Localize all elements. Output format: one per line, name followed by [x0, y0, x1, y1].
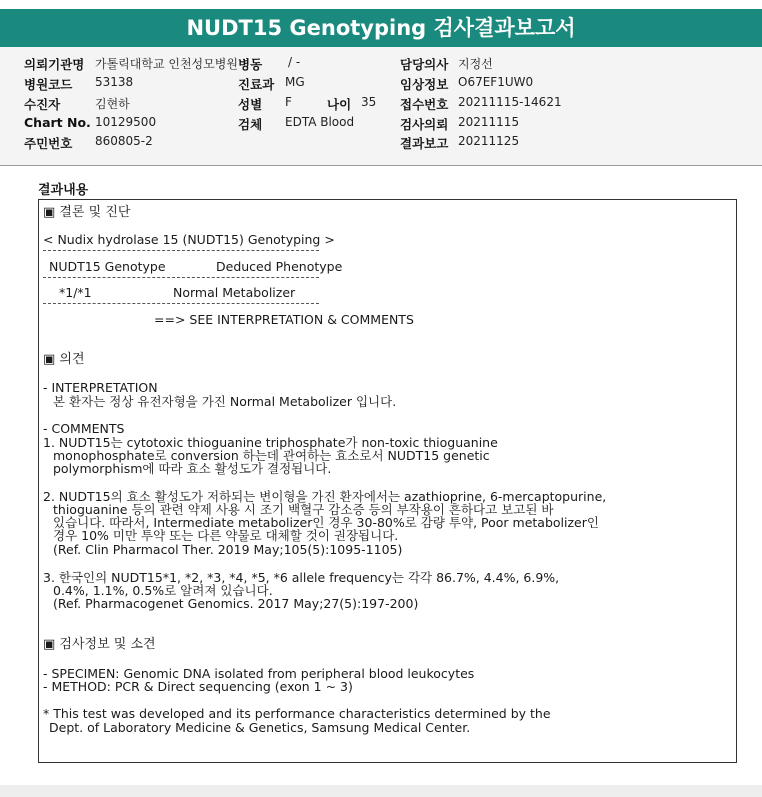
- comment-2-ref: (Ref. Clin Pharmacol Ther. 2019 May;105(5):1095-1105): [53, 542, 403, 557]
- sex-label: 성별: [238, 97, 263, 112]
- col-genotype-header: NUDT15 Genotype: [49, 259, 166, 274]
- physician-value: 지정선: [458, 57, 493, 71]
- dept-label: 진료과: [238, 77, 275, 92]
- method-line: - METHOD: PCR & Direct sequencing (exon 1 ~ 3): [43, 679, 353, 694]
- dept-value: MG: [285, 75, 305, 89]
- see-interpretation: ==> SEE INTERPRETATION & COMMENTS: [154, 312, 414, 327]
- gene-title: < Nudix hydrolase 15 (NUDT15) Genotyping >: [43, 232, 335, 247]
- genotype-value: *1/*1: [59, 285, 92, 300]
- comment-3-line: 0.4%, 1.1%, 0.5%로 알려져 있습니다.: [53, 583, 273, 598]
- page-footer: [0, 785, 762, 797]
- specimen-value: EDTA Blood: [285, 115, 355, 129]
- clinical-label: 임상정보: [400, 77, 449, 92]
- comment-3-ref: (Ref. Pharmacogenet Genomics. 2017 May;27(5):197-200): [53, 596, 419, 611]
- physician-label: 담당의사: [400, 57, 449, 72]
- receipt-label: 접수번호: [400, 97, 449, 112]
- divider: [43, 277, 319, 278]
- report-value: 20211125: [458, 134, 520, 148]
- report-title: NUDT15 Genotyping 검사결과보고서: [0, 9, 762, 47]
- ward-value: / -: [288, 55, 301, 69]
- divider: [43, 303, 319, 304]
- result-section-title: 결과내용: [38, 183, 89, 198]
- comment-2-line: 경우 10% 미만 투약 또는 다른 약물로 대체할 것이 권장됩니다.: [53, 528, 399, 543]
- opinion-heading: ▣ 의견: [43, 352, 85, 367]
- institution-label: 의뢰기관명: [24, 57, 85, 72]
- comment-1-line: 1. NUDT15는 cytotoxic thioguanine triphosphate가 non-toxic thioguanine: [43, 435, 498, 450]
- ward-label: 병동: [238, 57, 263, 72]
- patient-info-header: [0, 47, 762, 166]
- comment-3-line: 3. 한국인의 NUDT15*1, *2, *3, *4, *5, *6 allele frequency는 각각 86.7%, 4.4%, 6.9%,: [43, 570, 560, 585]
- chart-no-label: Chart No.: [24, 115, 91, 130]
- institution-value: 가톨릭대학교 인천성모병원: [95, 57, 238, 71]
- specimen-line: - SPECIMEN: Genomic DNA isolated from peripheral blood leukocytes: [43, 666, 475, 681]
- phenotype-value: Normal Metabolizer: [173, 285, 296, 300]
- age-label: 나이: [327, 97, 352, 112]
- note-line: Dept. of Laboratory Medicine & Genetics, Samsung Medical Center.: [49, 720, 471, 735]
- hospital-code-label: 병원코드: [24, 77, 73, 92]
- clinical-value: O67EF1UW0: [458, 75, 534, 89]
- patient-label: 수진자: [24, 97, 61, 112]
- result-content-box: [38, 199, 737, 763]
- comment-2-line: 2. NUDT15의 효소 활성도가 저하되는 변이형을 가진 환자에서는 azathioprine, 6-mercaptopurine,: [43, 489, 607, 504]
- request-value: 20211115: [458, 115, 520, 129]
- request-label: 검사의뢰: [400, 117, 449, 132]
- sex-value: F: [285, 95, 292, 109]
- col-phenotype-header: Deduced Phenotype: [216, 259, 343, 274]
- patient-value: 김현하: [95, 97, 130, 111]
- specimen-label: 검체: [238, 117, 263, 132]
- comments-label: - COMMENTS: [43, 421, 125, 436]
- comment-2-line: 있습니다. 따라서, Intermediate metabolizer인 경우 30-80%로 감량 투약, Poor metabolizer인: [53, 515, 599, 530]
- interpretation-label: - INTERPRETATION: [43, 380, 158, 395]
- receipt-value: 20211115-14621: [458, 95, 562, 109]
- chart-no-value: 10129500: [95, 115, 157, 129]
- comment-1-line: monophosphate로 conversion 하는데 관여하는 효소로서 NUDT15 genetic: [53, 448, 490, 463]
- report-label: 결과보고: [400, 136, 449, 151]
- interpretation-text: 본 환자는 정상 유전자형을 가진 Normal Metabolizer 입니다.: [53, 394, 397, 409]
- rrn-value: 860805-2: [95, 134, 153, 148]
- rrn-label: 주민번호: [24, 136, 73, 151]
- age-value: 35: [361, 95, 377, 109]
- test-info-heading: ▣ 검사정보 및 소견: [43, 637, 156, 652]
- hospital-code-value: 53138: [95, 75, 134, 89]
- note-line: * This test was developed and its performance characteristics determined by the: [43, 706, 551, 721]
- conclusion-heading: ▣ 결론 및 진단: [43, 205, 131, 220]
- comment-2-line: thioguanine 등의 관련 약제 사용 시 조기 백혈구 감소증 등의 부작용이 흔하다고 보고된 바: [53, 502, 554, 517]
- comment-1-line: polymorphism에 따라 효소 활성도가 결정됩니다.: [53, 461, 332, 476]
- divider: [43, 250, 319, 251]
